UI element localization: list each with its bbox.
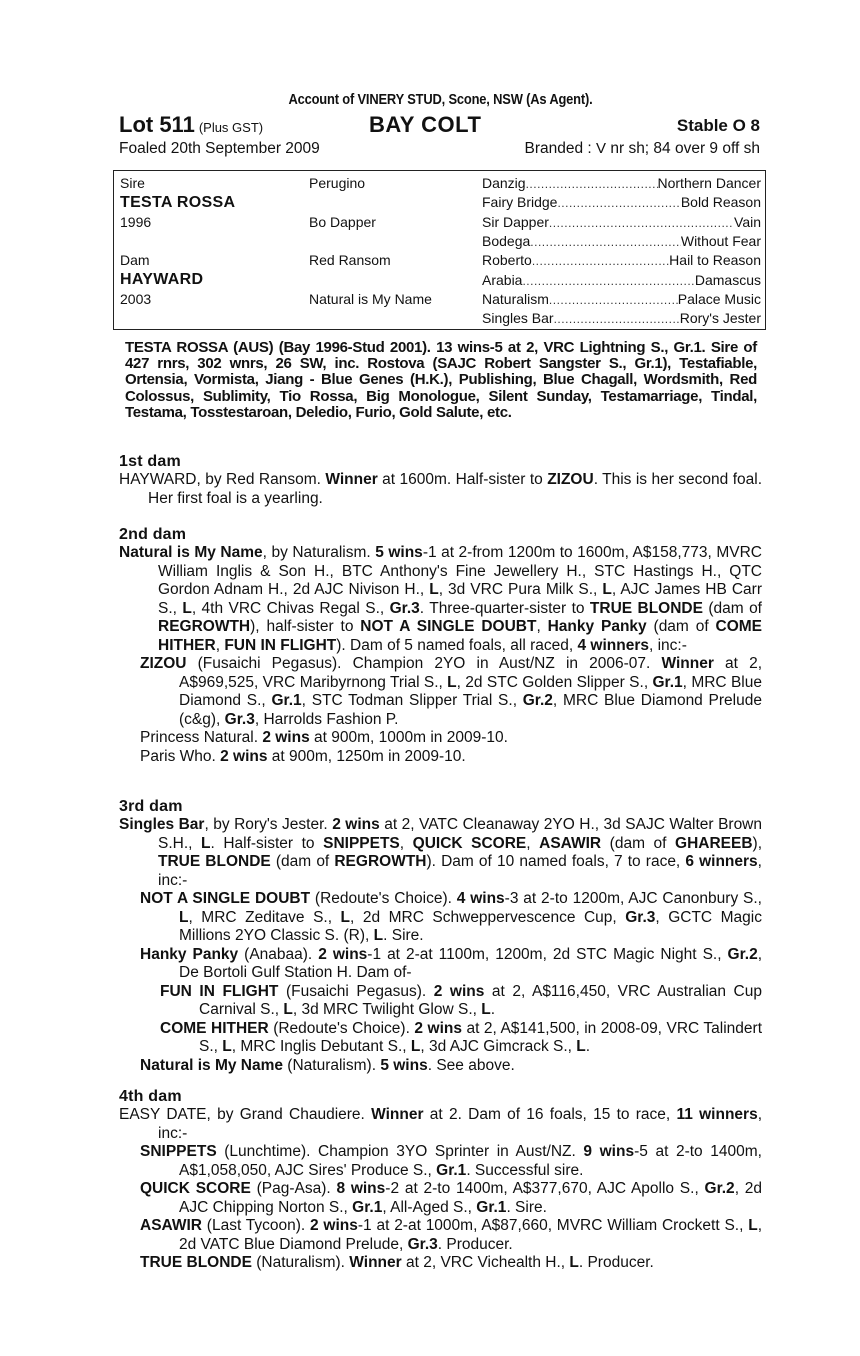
sire-year: 1996 bbox=[120, 214, 152, 230]
leader-dots bbox=[530, 232, 681, 251]
progeny-zizou: ZIZOU (Fusaichi Pegasus). Champion 2YO in Aust/NZ in 2006-07. Winner at 2, A$969,525, VRC Maribyrnong Trial S., L, 2d STC Golden Slipper S., Gr.1, MRC Blue Diamond S., Gr.1, STC Todman Slipper Trial S., Gr.2, MRC Blue Diamond Prelude (c&g), Gr.3, Harrolds Fashion P. bbox=[140, 655, 762, 728]
dam-label: Dam bbox=[120, 252, 150, 268]
dam-name: HAYWARD bbox=[120, 271, 204, 288]
progeny-asawir: ASAWIR (Last Tycoon). 2 wins-1 at 2-at 1000m, A$87,660, MVRC William Crockett S., L, 2d VATC Blue Diamond Prelude, Gr.3. Producer. bbox=[140, 1217, 762, 1253]
dam-sire: Red Ransom bbox=[309, 252, 391, 268]
section-heading: 1st dam bbox=[119, 453, 181, 470]
branded-text: nr sh; 84 over 9 off sh bbox=[606, 140, 760, 157]
vendor-account-line: Account of VINERY STUD, Scone, NSW (As Agent). bbox=[288, 91, 593, 108]
third-gen-sire: Damascus bbox=[694, 272, 761, 288]
lot-gst-note: (Plus GST) bbox=[198, 120, 264, 135]
lot-row bbox=[119, 112, 762, 138]
dam-year: 2003 bbox=[120, 291, 152, 307]
third-gen-row bbox=[482, 290, 761, 309]
third-gen-horse: Roberto bbox=[482, 252, 532, 268]
progeny-quick-score: QUICK SCORE (Pag-Asa). 8 wins-2 at 2-to 1400m, A$377,670, AJC Apollo S., Gr.2, 2d AJC Chipping Norton S., Gr.1, All-Aged S., Gr.1. Sire. bbox=[140, 1180, 762, 1216]
third-dam-text: Singles Bar, by Rory's Jester. 2 wins at 2, VATC Cleanaway 2YO H., 3d SAJC Walter Brown S.H., L. Half-sister to SNIPPETS, QUICK SCORE, ASAWIR (dam of GHAREEB), TRUE BLONDE (dam of REGROWTH). Dam of 10 named foals, 7 to race, 6 winners, inc:- bbox=[119, 816, 762, 889]
leader-dots bbox=[549, 290, 678, 309]
leader-dots bbox=[526, 174, 658, 193]
third-gen-sire: Bold Reason bbox=[680, 194, 761, 210]
third-gen-sire: Northern Dancer bbox=[657, 175, 761, 191]
fourth-dam-text: EASY DATE, by Grand Chaudiere. Winner at 2. Dam of 16 foals, 15 to race, 11 winners, inc:- bbox=[119, 1106, 763, 1142]
lot-label: Lot 511 bbox=[119, 112, 195, 137]
progeny-paris-who: Paris Who. 2 wins at 900m, 1250m in 2009-10. bbox=[140, 747, 466, 765]
third-gen-row bbox=[482, 213, 761, 232]
third-gen-row bbox=[482, 309, 761, 328]
branded-label: Branded : bbox=[524, 140, 597, 157]
lot-number bbox=[119, 112, 263, 141]
third-gen-horse: Bodega bbox=[482, 233, 531, 249]
progeny-natural-is-my-name: Natural is My Name (Naturalism). 5 wins. See above. bbox=[140, 1056, 515, 1074]
progeny-snippets: SNIPPETS (Lunchtime). Champion 3YO Sprinter in Aust/NZ. 9 wins-5 at 2-to 1400m, A$1,058,050, AJC Sires' Produce S., Gr.1. Successful sire. bbox=[140, 1143, 762, 1179]
leader-dots bbox=[557, 193, 680, 212]
sex-colour: BAY COLT bbox=[369, 112, 482, 137]
progeny-princess-natural: Princess Natural. 2 wins at 900m, 1000m in 2009-10. bbox=[140, 729, 508, 746]
section-heading: 3rd dam bbox=[119, 798, 183, 815]
third-gen-horse: Arabia bbox=[482, 272, 523, 288]
foaled-row bbox=[119, 138, 762, 160]
third-gen-horse: Naturalism bbox=[482, 291, 549, 307]
third-gen-row bbox=[482, 174, 761, 193]
sire-dam: Bo Dapper bbox=[309, 214, 376, 230]
third-gen-row bbox=[482, 193, 761, 212]
third-gen-horse: Sir Dapper bbox=[482, 214, 549, 230]
first-dam-section bbox=[119, 452, 762, 508]
section-heading: 4th dam bbox=[119, 1088, 182, 1105]
third-gen-sire: Without Fear bbox=[680, 233, 761, 249]
leader-dots bbox=[522, 271, 694, 290]
fourth-dam-section bbox=[119, 1087, 762, 1273]
first-dam-text: HAYWARD, by Red Ransom. Winner at 1600m. Half-sister to ZIZOU. This is her second foal. Her first foal is a yearling. bbox=[119, 471, 763, 507]
progeny-true-blonde: TRUE BLONDE (Naturalism). Winner at 2, VRC Vichealth H., L. Producer. bbox=[140, 1254, 654, 1271]
foaled-date: Foaled 20th September 2009 bbox=[119, 140, 320, 157]
leader-dots bbox=[549, 213, 734, 232]
third-gen-row bbox=[482, 251, 761, 270]
third-gen-sire: Rory's Jester bbox=[679, 310, 761, 326]
progeny-not-a-single-doubt: NOT A SINGLE DOUBT (Redoute's Choice). 4 wins-3 at 2-to 1200m, AJC Canonbury S., L, MRC Zeditave S., L, 2d MRC Schweppervescence Cup, Gr.3, GCTC Magic Millions 2YO Classic S. (R), L. Sire. bbox=[140, 890, 762, 944]
progeny-come-hither: COME HITHER (Redoute's Choice). 2 wins at 2, A$141,500, in 2008-09, VRC Talindert S., L, MRC Inglis Debutant S., L, 3d AJC Gimcrack S., L. bbox=[160, 1019, 763, 1055]
brand-description bbox=[525, 138, 761, 160]
second-dam-text: Natural is My Name, by Naturalism. 5 wins-1 at 2-from 1200m to 1600m, A$158,773, MVRC William Inglis & Son H., BTC Anthony's Fine Jewellery H., STC Hastings H., QTC Gordon Adnam H., 2d AJC Nivison H., L, 3d VRC Pura Milk S., L, AJC James HB Carr S., L, 4th VRC Chivas Regal S., Gr.3. Three-quarter-sister to TRUE BLONDE (dam of REGROWTH), half-sister to NOT A SINGLE DOUBT, Hanky Panky (dam of COME HITHER, FUN IN FLIGHT). Dam of 5 named foals, all raced, 4 winners, inc:- bbox=[119, 544, 762, 654]
sire-summary: TESTA ROSSA (AUS) (Bay 1996-Stud 2001). 13 wins-5 at 2, VRC Lightning S., Gr.1. Sire of 427 rnrs, 302 wnrs, 26 SW, inc. Rostova (SAJC Robert Sangster S., Gr.1), Testafiable, Ortensia, Vormista, Jiang - Blue Genes (H.K.), Publishing, Blue Chagall, Wordsmith, Red Colossus, Sublimity, Tio Rossa, Big Monologue, Silent Sunday, Testamarriage, Tindal, Testama, Tosstestaroan, Deledio, Furio, Gold Salute, etc. bbox=[125, 339, 757, 421]
third-gen-sire: Hail to Reason bbox=[669, 252, 761, 268]
third-dam-section bbox=[119, 797, 762, 1075]
leader-dots bbox=[554, 309, 680, 328]
third-gen-horse: Singles Bar bbox=[482, 310, 554, 326]
brand-mark-icon: V bbox=[596, 140, 607, 157]
sire-name: TESTA ROSSA bbox=[120, 194, 236, 211]
third-gen-row bbox=[482, 232, 761, 251]
sire-sire: Perugino bbox=[309, 175, 366, 191]
third-gen-horse: Fairy Bridge bbox=[482, 194, 558, 210]
stable-location: Stable O 8 bbox=[676, 116, 760, 135]
leader-dots bbox=[532, 251, 669, 270]
pedigree-table bbox=[113, 170, 766, 330]
third-gen-row bbox=[482, 271, 761, 290]
third-gen-sire: Vain bbox=[734, 214, 761, 230]
third-gen-sire: Palace Music bbox=[677, 291, 761, 307]
section-heading: 2nd dam bbox=[119, 526, 187, 543]
progeny-hanky-panky: Hanky Panky (Anabaa). 2 wins-1 at 2-at 1100m, 1200m, 2d STC Magic Night S., Gr.2, De Bortoli Gulf Station H. Dam of- bbox=[140, 945, 763, 981]
third-gen-horse: Danzig bbox=[482, 175, 526, 191]
second-dam-section bbox=[119, 525, 762, 766]
dam-dam: Natural is My Name bbox=[309, 291, 432, 307]
catalogue-header bbox=[119, 90, 762, 160]
progeny-fun-in-flight: FUN IN FLIGHT (Fusaichi Pegasus). 2 wins at 2, A$116,450, VRC Australian Cup Carnival S., L, 3d MRC Twilight Glow S., L. bbox=[160, 982, 762, 1018]
sire-label: Sire bbox=[120, 175, 145, 191]
